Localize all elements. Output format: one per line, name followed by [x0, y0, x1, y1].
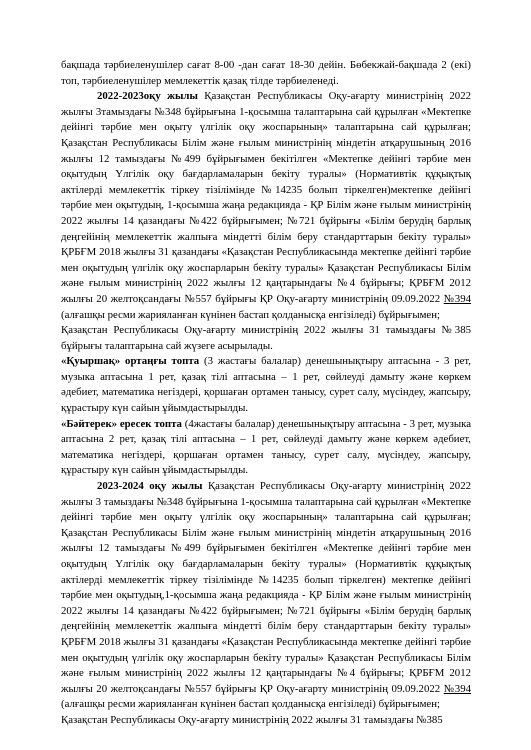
- bold-heading-run: «Бәйтерек» ересек топта: [61, 417, 182, 430]
- text-run: Қазақстан Республикасы Оқу-ағарту министрінің 2022 жылғы 31 тамыздағы №385 бұйрығы талаптарына сай жүзеге асырылады.: [61, 324, 471, 352]
- paragraph: [61, 89, 471, 323]
- underlined-reference: №394: [443, 292, 471, 305]
- paragraph: [61, 713, 471, 729]
- paragraph: [61, 323, 471, 354]
- text-run: Қазақстан Республикасы Оқу-ағарту министрінің 2022 жылғы 3 тамыздағы №348 бұйрығына 1-қосымша талаптарына сай құрылған «Мектепке дейінгі тәрбие мен оқыту үлгілік оқу жоспарының» талаптарына сай құрылған; Қазақстан Республикасы Білім және ғылым министрінің міндетін атқарушының 2016 жылғы 12 тамыздағы №499 бұйрығымен бекітілген «Мектепке дейінгі тәрбие мен оқытудың Үлгілік оқу бағдарламаларын бекіту туралы» (Нормативтік құқықтық актілерді мемлекеттік тіркеу тізілімінде №14235 болып тіркелген) мектепке дейінгі тәрбие мен оқытудың,1-қосымша жаңа редакцияда - ҚР Білім және ғылым министрінің 2022 жылғы 14 қазандағы №422 бұйрығымен; №721 бұйрығы «Білім берудің барлық деңгейінің мемлекеттік жалпыға міндетті білім беру стандарттарын бекіту туралы» ҚРБҒМ 2018 жылғы 31 қазандағы «Қазақстан Республикасында мектепке дейінгі тәрбие мен оқытудың үлгілік оқу жоспарларын бекіту туралы» Қазақстан Республикасы Білім және ғылым министрінің 2022 жылғы 12 қаңтарындағы №4 бұйрығы; ҚРБҒМ 2012 жылғы 20 желтоқсандағы №557 бұйрығы ҚР Оқу-ағарту министрінің 09.09.2022: [61, 480, 472, 695]
- text-run: Қазақстан Республикасы Оқу-ағарту министрінің 2022 жылғы 31 тамыздағы №385: [61, 713, 443, 726]
- underlined-reference: №394: [443, 682, 471, 695]
- text-run: (алғашқы ресми жарияланған күнінен бастап қолданысқа енгізіледі) бұйрығымен;: [61, 698, 440, 711]
- paragraph: [61, 417, 471, 479]
- bold-heading-run: 2023-2024 оқу жылы: [97, 480, 203, 493]
- paragraph: [61, 354, 471, 416]
- bold-heading-run: 2022-2023оқу жылы: [97, 90, 198, 103]
- text-run: (3 жастағы балалар) денешынықтыру аптасына - 3 рет, музыка аптасына 1 рет, қазақ тілі аптасына – 1 рет, сөйлеуді дамыту және көркем әдебиет, математика негіздері, қоршаған ортамен танысу, сурет салу, мүсіндеу, жапсыру, құрастыру күн сайын ұйымдастырылды.: [61, 355, 472, 415]
- paragraph: [61, 479, 471, 713]
- bold-heading-run: «Қуыршақ» ортаңғы топта: [61, 355, 200, 368]
- paragraph: [61, 58, 471, 89]
- text-run: Қазақстан Республикасы Оқу-ағарту министрінің 2022 жылғы 3тамыздағы №348 бұйрығына 1-қосымша талаптарына сай құрылған «Мектепке дейінгі тәрбие мен оқыту үлгілік оқу жоспарының» талаптарына сай құрылған; Қазақстан Республикасы Білім және ғылым министрінің міндетін атқарушының 2016 жылғы 12 тамыздағы №499 бұйрығымен бекітілген «Мектепке дейінгі тәрбие мен оқытудың Үлгілік оқу бағдарламаларын бекіту туралы» (Нормативтік құқықтық актілерді мемлекеттік тіркеу тізілімінде №14235 болып тіркелген)мектепке дейінгі тәрбие мен оқытудың, 1-қосымша жаңа редакцияда - ҚР Білім және ғылым министрінің 2022 жылғы 14 қазандағы №422 бұйрығымен; №721 бұйрығы «Білім берудің барлық деңгейінің мемлекеттік жалпыға міндетті білім беру стандарттарын бекіту туралы» ҚРБҒМ 2018 жылғы 31 қазандағы «Қазақстан Республикасында мектепке дейінгі тәрбие мен оқытудың үлгілік оқу жоспарларын бекіту туралы» Қазақстан Республикасы Білім және ғылым министрінің 2022 жылғы 12 қаңтарындағы №4 бұйрығы; ҚРБҒМ 2012 жылғы 20 желтоқсандағы №557 бұйрығы ҚР Оқу-ағарту министрінің 09.09.2022: [61, 90, 471, 305]
- text-run: (алғашқы ресми жарияланған күнінен бастап қолданысқа енгізіледі) бұйрығымен;: [61, 308, 440, 321]
- text-run: бақшада тәрбиеленушілер сағат 8-00 -дан сағат 18-30 дейін. Бөбекжай-бақшада 2 (екі) топ, тәрбиеленушілер мемлекеттік қазақ тілде тәрбиеленеді.: [61, 59, 471, 87]
- text-run: (4жастағы балалар) денешынықтыру аптасына - 3 рет, музыка аптасына 2 рет, қазақ тілі аптасына – 1 рет, сөйлеуді дамыту және көркем әдебиет, математика негіздері, қоршаған ортамен танысу, сурет салу, мүсіндеу, жапсыру, құрастыру күн сайын ұйымдастырылды.: [61, 417, 472, 477]
- document-body: [61, 58, 471, 729]
